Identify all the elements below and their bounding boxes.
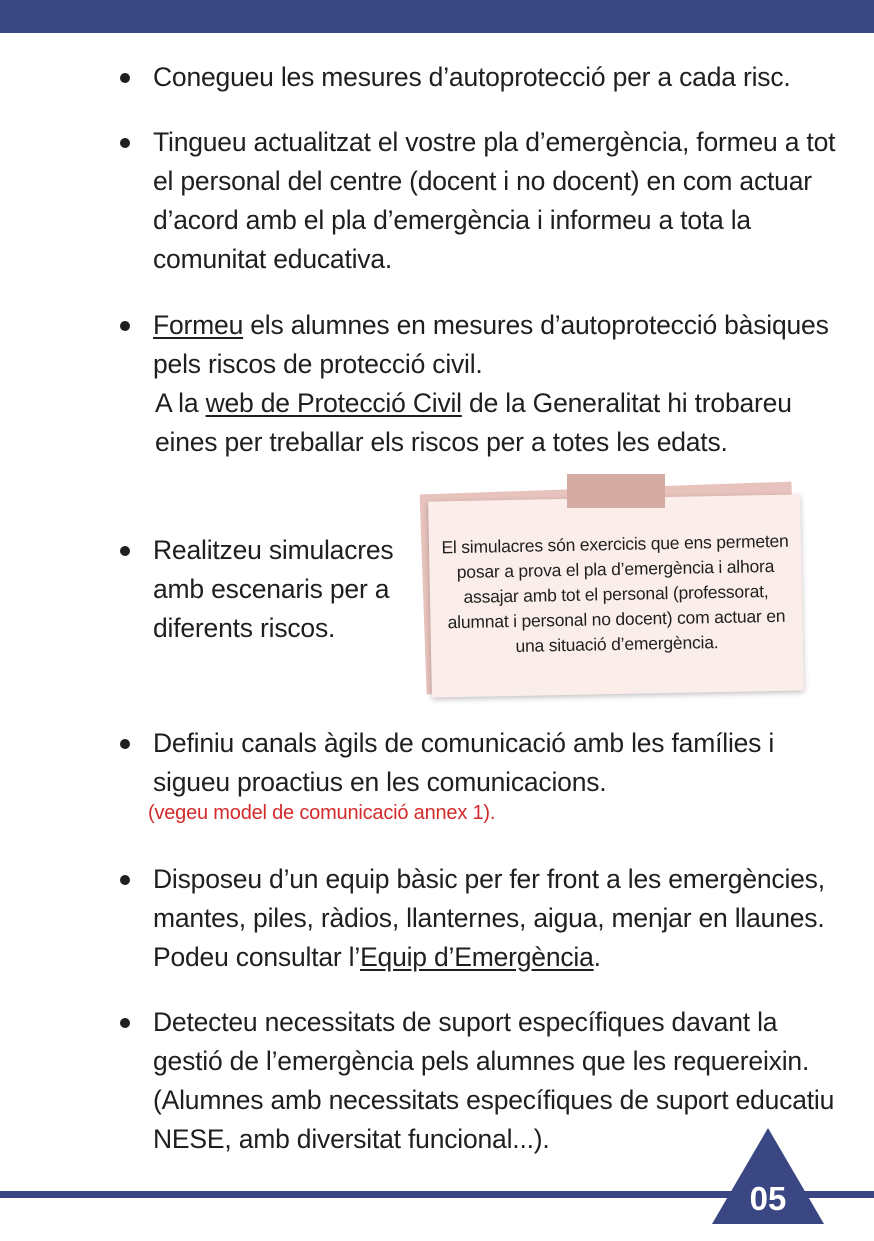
civil-protection-web-link[interactable]: web de Protecció Civil [205,388,462,418]
text-line [153,306,829,345]
bullet-4 [120,546,130,556]
text-fragment: els alumnes en mesures d’autoprotecció bàsiques [243,310,829,340]
text-fragment: . [593,942,601,972]
text-line: diferents riscos. [153,613,336,643]
top-bar [0,0,874,33]
callout-tape [567,474,665,508]
callout-line: alumnat i personal no docent) com actuar en [447,605,786,633]
text-line: NESE, amb diversitat funcional...). [153,1124,550,1154]
item-train-students [153,306,829,462]
text-fragment: de la Generalitat hi trobareu [461,388,792,418]
item-self-protection [153,58,791,97]
page-number-badge [712,1128,824,1224]
formeu-link[interactable]: Formeu [153,310,244,340]
text-line: Disposeu d’un equip bàsic per fer front a les emergències, [153,864,825,894]
text-line: mantes, piles, ràdios, llanternes, aigua, menjar en llaunes. [153,903,825,933]
callout-line: una situació d’emergència. [515,632,719,656]
item-drills [153,531,393,648]
item-emergency-kit [153,860,825,977]
text-line: Definiu canals àgils de comunicació amb les famílies i [153,728,775,758]
text-line [153,938,825,977]
text-line: Conegueu les mesures d’autoprotecció per a cada risc. [153,62,791,92]
emergency-kit-link[interactable]: Equip d’Emergència [360,942,594,972]
text-line: eines per treballar els riscos per a totes les edats. [155,427,728,457]
text-line: sigueu proactius en les comunicacions. [153,767,607,797]
bullet-5 [120,739,130,749]
text-line: (Alumnes amb necessitats específiques de suport educatiu [153,1085,835,1115]
text-fragment: Podeu consultar l’ [153,942,361,972]
text-line: gestió de l’emergència pels alumnes que les requereixin. [153,1046,810,1076]
callout-line: posar a prova el pla d’emergència i alhora [456,555,775,583]
callout-line: El simulacres són exercicis que ens permeten [441,530,789,558]
bullet-6 [120,875,130,885]
annex-note: (vegeu model de comunicació annex 1). [148,802,496,824]
item-communication [153,724,774,802]
text-line: el personal del centre (docent i no docent) en com actuar [153,166,812,196]
text-line: d’acord amb el pla d’emergència i informeu a tota la [153,205,751,235]
text-line: comunitat educativa. [153,244,393,274]
bullet-7 [120,1018,130,1028]
text-line: amb escenaris per a [153,574,390,604]
bullet-1 [120,73,130,83]
bullet-3 [120,321,130,331]
text-line [153,384,829,423]
text-line: pels riscos de protecció civil. [153,349,483,379]
callout-line: assajar amb tot el personal (professorat, [463,581,769,607]
text-fragment: A la [155,388,206,418]
text-line: Realitzeu simulacres [153,535,394,565]
bullet-2 [120,138,130,148]
callout-text [439,529,793,661]
item-emergency-plan [153,123,835,279]
page-number: 05 [749,1180,787,1217]
text-line: Tingueu actualitzat el vostre pla d’emergència, formeu a tot [153,127,836,157]
text-line: Detecteu necessitats de suport específiques davant la [153,1007,778,1037]
